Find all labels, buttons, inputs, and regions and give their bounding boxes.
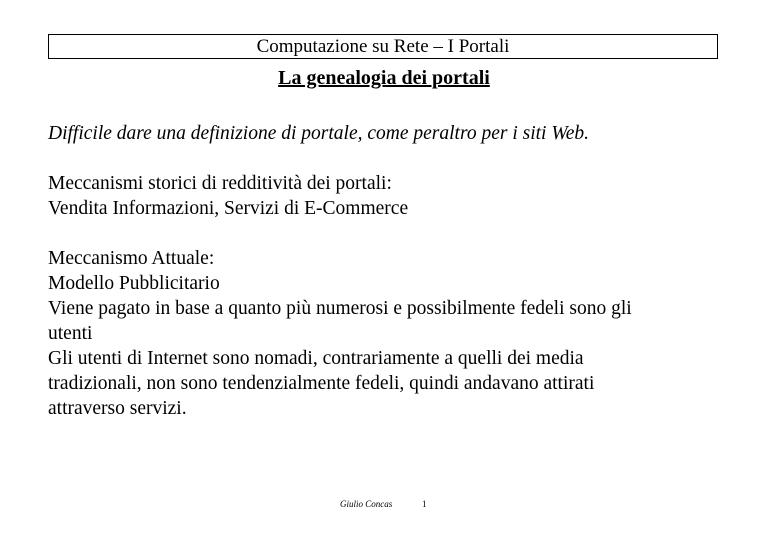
current-section (48, 246, 728, 421)
history-section (48, 171, 728, 221)
current-line: Meccanismo Attuale: (48, 248, 215, 269)
history-line: Meccanismi storici di redditività dei portali: (48, 173, 392, 194)
current-line: Viene pagato in base a quanto più numerosi e possibilmente fedeli sono gli (48, 298, 632, 319)
current-line: Gli utenti di Internet sono nomadi, contrariamente a quelli dei media (48, 348, 584, 369)
current-line: tradizionali, non sono tendenzialmente fedeli, quindi andavano attirati (48, 373, 595, 394)
current-line: utenti (48, 323, 93, 344)
intro-text: Difficile dare una definizione di portale, come peraltro per i siti Web. (48, 123, 590, 144)
current-line: Modello Pubblicitario (48, 273, 220, 294)
slide-header (48, 34, 718, 59)
current-line: attraverso servizi. (48, 398, 187, 419)
slide-title: La genealogia dei portali (278, 67, 490, 89)
history-line: Vendita Informazioni, Servizi di E-Commerce (48, 198, 409, 219)
footer-author: Giulio Concas (340, 499, 393, 509)
page-number: 1 (422, 499, 427, 509)
header-text: Computazione su Rete – I Portali (256, 36, 510, 57)
